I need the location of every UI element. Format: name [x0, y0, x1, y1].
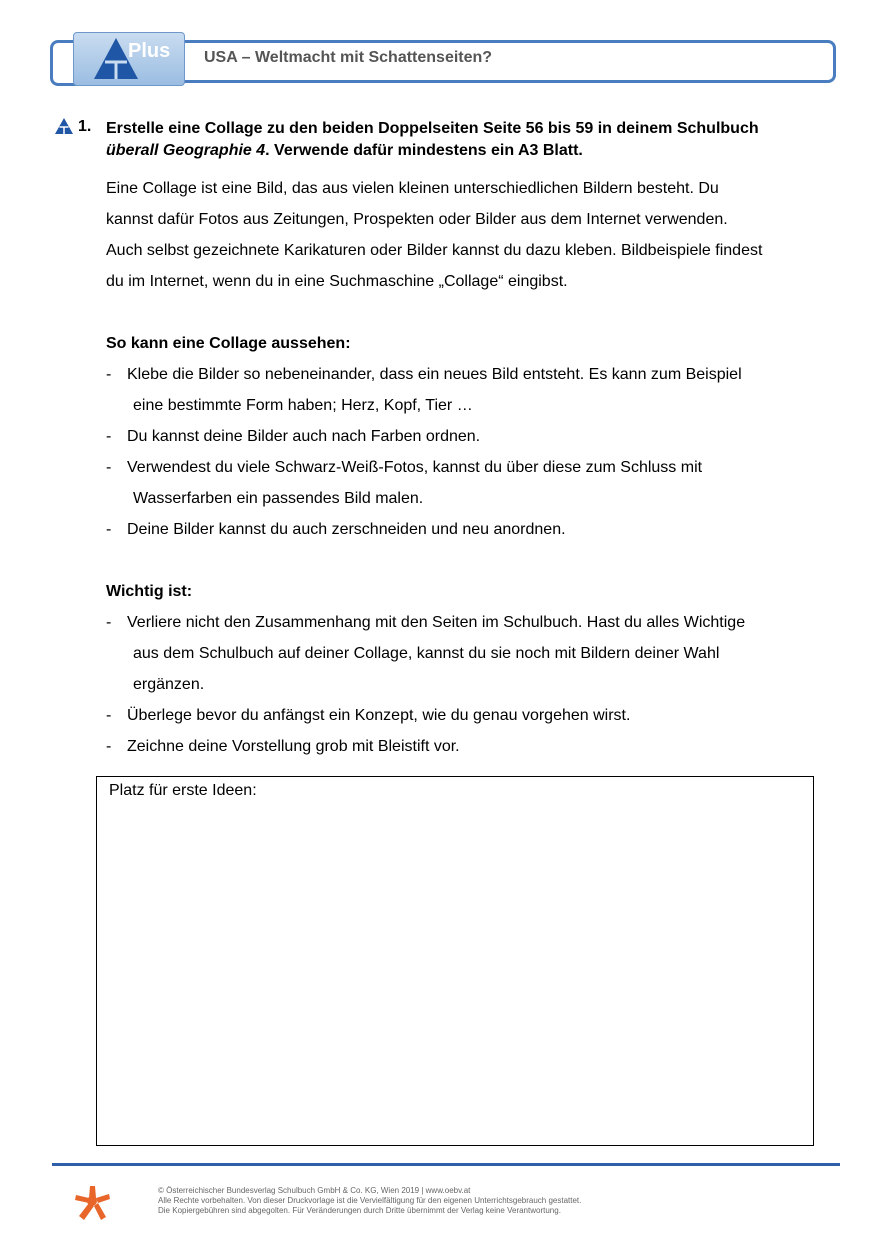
- list-item: [127, 607, 847, 700]
- task-triangle-icon: [54, 117, 74, 135]
- task-title-part2: . Verwende dafür mindestens ein A3 Blatt.: [265, 142, 583, 159]
- footer-copyright: [158, 1186, 581, 1216]
- intro-line: Auch selbst gezeichnete Karikaturen oder Bilder kannst du dazu kleben. Bildbeispiele findest: [106, 242, 763, 259]
- ideas-box[interactable]: [96, 776, 814, 1146]
- list-item: [127, 359, 847, 421]
- bullet-dash: -: [106, 707, 112, 724]
- list-item-line: eine bestimmte Form haben; Herz, Kopf, Tier …: [133, 397, 473, 414]
- intro-line: kannst dafür Fotos aus Zeitungen, Prospekten oder Bilder aus dem Internet verwenden.: [106, 211, 728, 228]
- ideas-label: Platz für erste Ideen:: [109, 782, 257, 799]
- list-item-line: Wasserfarben ein passendes Bild malen.: [133, 490, 424, 507]
- footer-line: © Österreichischer Bundesverlag Schulbuch GmbH & Co. KG, Wien 2019 | www.oebv.at: [158, 1186, 471, 1195]
- publisher-logo-icon: [72, 1184, 112, 1224]
- bullet-dash: -: [106, 428, 112, 445]
- bullet-dash: -: [106, 738, 112, 755]
- list-item: [127, 452, 847, 514]
- list-item-line: Du kannst deine Bilder auch nach Farben ordnen.: [127, 428, 481, 445]
- task-title: [106, 118, 856, 162]
- list-item-line: aus dem Schulbuch auf deiner Collage, kannst du sie noch mit Bildern deiner Wahl: [133, 645, 720, 662]
- list-item-line: ergänzen.: [133, 676, 205, 693]
- list-item-line: Klebe die Bilder so nebeneinander, dass ein neues Bild entsteht. Es kann zum Beispiel: [127, 366, 742, 383]
- footer-line: Alle Rechte vorbehalten. Von dieser Druckvorlage ist die Vervielfältigung für den eigenen Unterrichtsgebrauch gestattet.: [158, 1196, 582, 1205]
- section-heading-collage: So kann eine Collage aussehen:: [106, 335, 351, 352]
- footer-line: Die Kopiergebühren sind abgegolten. Für Veränderungen durch Dritte übernimmt der Verlag keine Verantwortung.: [158, 1206, 561, 1215]
- bullet-dash: -: [106, 614, 112, 631]
- list-item-line: Verwendest du viele Schwarz-Weiß-Fotos, kannst du über diese zum Schluss mit: [127, 459, 703, 476]
- bullet-dash: -: [106, 459, 112, 476]
- footer-divider: [52, 1163, 840, 1166]
- intro-line: du im Internet, wenn du in eine Suchmaschine „Collage“ eingibst.: [106, 273, 568, 290]
- task-number: 1.: [78, 118, 92, 135]
- bullet-dash: -: [106, 521, 112, 538]
- intro-line: Eine Collage ist eine Bild, das aus vielen kleinen unterschiedlichen Bildern besteht. Du: [106, 180, 719, 197]
- logo-plus-text: Plus: [128, 40, 171, 62]
- page-title: USA – Weltmacht mit Schattenseiten?: [204, 49, 493, 66]
- list-item-line: Zeichne deine Vorstellung grob mit Bleistift vor.: [127, 738, 460, 755]
- list-item-line: Überlege bevor du anfängst ein Konzept, wie du genau vorgehen wirst.: [127, 707, 631, 724]
- task-title-book: überall Geographie 4: [106, 142, 266, 159]
- section-heading-important: Wichtig ist:: [106, 583, 193, 600]
- list-item-line: Deine Bilder kannst du auch zerschneiden und neu anordnen.: [127, 521, 566, 538]
- list-item: [127, 700, 847, 731]
- list-item: [127, 731, 847, 762]
- task-title-part1: Erstelle eine Collage zu den beiden Doppelseiten Seite 56 bis 59 in deinem Schulbuch: [106, 120, 759, 137]
- bullet-dash: -: [106, 366, 112, 383]
- list-item-line: Verliere nicht den Zusammenhang mit den Seiten im Schulbuch. Hast du alles Wichtige: [127, 614, 746, 631]
- list-item: [127, 421, 847, 452]
- list-item: [127, 514, 847, 545]
